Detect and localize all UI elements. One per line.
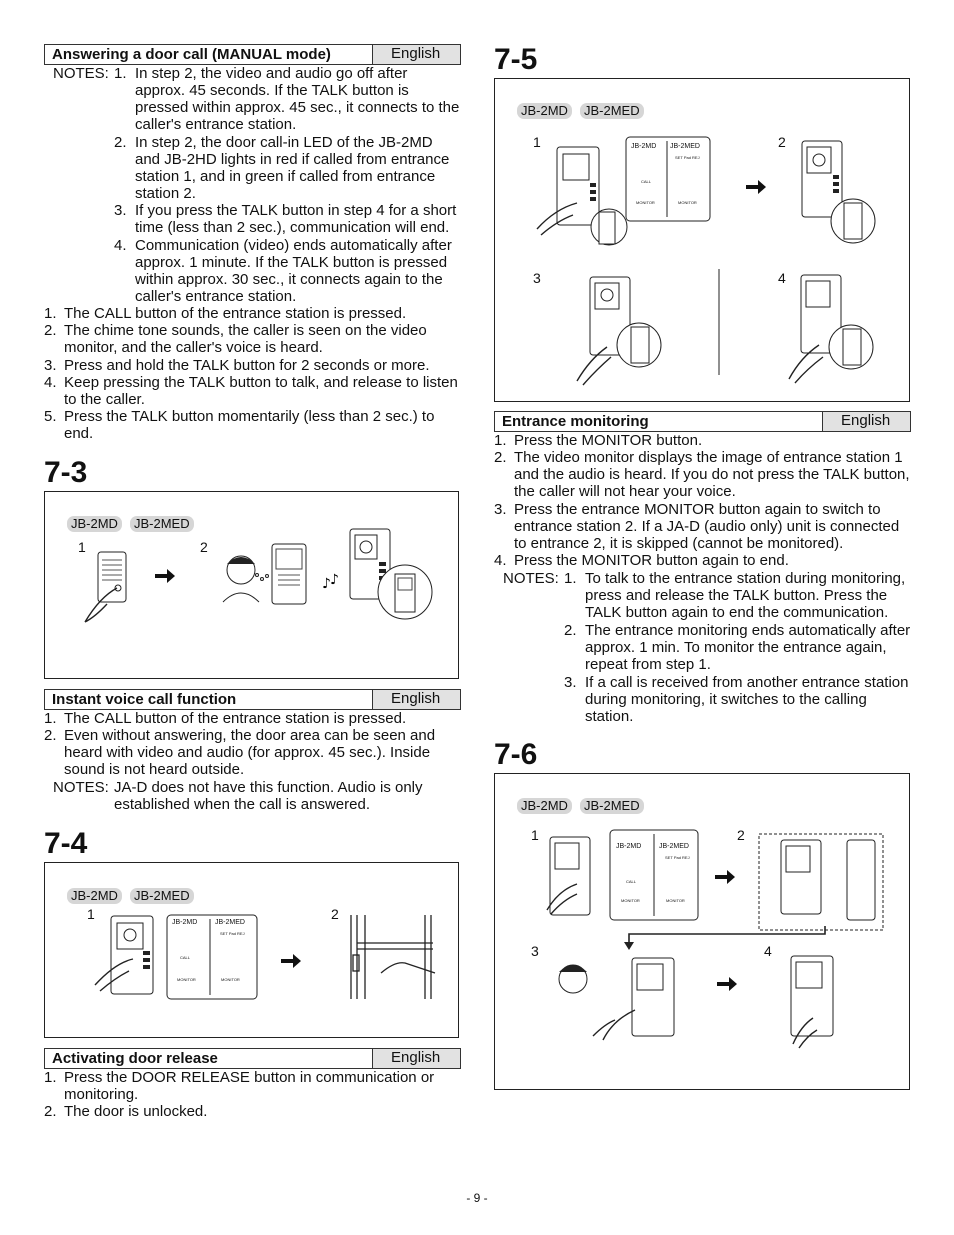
notes-label: NOTES: (503, 570, 559, 587)
panel-label: JB-2MED (215, 919, 245, 926)
panel-leds-label: SET Pad REJ (675, 155, 700, 160)
manual-mode-language: English (372, 45, 460, 64)
door-release-illustration (45, 863, 460, 1039)
note-text: If you press the TALK button in step 4 for a short time (less than 2 sec.), communication will end. (135, 202, 457, 236)
step-label: 2 (200, 539, 208, 555)
entrance-monitoring-illustration (495, 79, 911, 403)
step-text: The chime tone sounds, the caller is seen on the video monitor, and the caller's voice is heard. (64, 322, 427, 356)
instant-voice-title: Instant voice call function (52, 691, 237, 708)
step-label: 2 (737, 827, 745, 843)
step-label: 1 (78, 539, 86, 555)
model-tag: JB-2MD (517, 798, 572, 814)
section-heading-7-4: 7-4 (44, 827, 88, 860)
note-text: In step 2, the door call-in LED of the JB-2MD and JB-2HD lights in red if called from entrance station 1, and in green if called from entrance station 2. (135, 134, 450, 202)
step-text: Press the MONITOR button. (514, 432, 703, 449)
step-number: 5. (44, 408, 57, 425)
section-heading-7-6: 7-6 (494, 738, 538, 771)
panel-label: JB-2MED (670, 143, 700, 150)
model-tag: JB-2MD (67, 888, 122, 904)
entrance-monitoring-language: English (822, 412, 910, 431)
note-number: 2. (114, 134, 127, 151)
note-text: The entrance monitoring ends automatically after approx. 1 min. To monitor the entrance again, repeat from step 1. (585, 622, 911, 673)
panel-leds-label: SET Pad REJ (665, 855, 690, 860)
call-button-label: CALL (626, 879, 637, 884)
step-text: Press the entrance MONITOR button again to switch to entrance station 2. If a JA-D (audio only) unit is connected to entrance 2, it is skipped (cannot be monitored). (514, 501, 900, 552)
instant-voice-language: English (372, 690, 460, 709)
panel-label: JB-2MED (659, 843, 689, 850)
step-label: 3 (533, 270, 541, 286)
entrance-monitoring-title: Entrance monitoring (502, 413, 649, 430)
door-call-forwarding-illustration (495, 774, 911, 1091)
step-label: 4 (778, 270, 786, 286)
step-text: The video monitor displays the image of entrance station 1 and the audio is heard. If you do not press the TALK button, the caller will not hear your voice. (514, 449, 910, 500)
step-text: The CALL button of the entrance station is pressed. (64, 710, 407, 727)
figure-7-4 (44, 862, 459, 1038)
note-number: 3. (564, 674, 577, 691)
step-number: 4. (44, 374, 57, 391)
section-heading-7-5: 7-5 (494, 43, 538, 76)
step-number: 2. (44, 1103, 57, 1120)
manual-mode-header (44, 44, 461, 65)
note-text: Communication (video) ends automatically after approx. 1 minute. If the TALK button is pressed within approx. 30 sec., it connects again to the caller's entrance station. (135, 237, 452, 305)
manual-mode-title: Answering a door call (MANUAL mode) (52, 46, 331, 63)
note-text: In step 2, the video and audio go off after approx. 45 seconds. If the TALK button is pressed within approx. 45 sec., it connects to the caller's entrance station. (135, 65, 460, 133)
note-text: To talk to the entrance station during monitoring, press and release the TALK button. Press the TALK button again to end the communication. (585, 570, 906, 621)
entrance-monitoring-header (494, 411, 911, 432)
step-text: Even without answering, the door area can be seen and heard with video and audio (for approx. 45 sec.). Inside sound is not heard outside. (64, 727, 436, 778)
note-number: 1. (114, 65, 127, 82)
figure-7-3 (44, 491, 459, 679)
manual-notes (44, 65, 462, 305)
monitor-button-label: MONITOR (221, 977, 240, 982)
step-text: The CALL button of the entrance station is pressed. (64, 305, 407, 322)
step-label: 2 (778, 134, 786, 150)
step-number: 1. (44, 710, 57, 727)
monitor-button-label: MONITOR (666, 898, 685, 903)
call-button-label: CALL (180, 955, 191, 960)
panel-label: JB-2MD (172, 919, 198, 926)
step-text: Press the DOOR RELEASE button in communication or monitoring. (64, 1069, 435, 1103)
door-station-illustration (45, 492, 460, 680)
model-tag: JB-2MD (517, 103, 572, 119)
monitor-button-label: MONITOR (678, 200, 697, 205)
note-text: If a call is received from another entrance station during monitoring, it switches to the calling station. (585, 674, 909, 725)
step-text: Press the TALK button momentarily (less than 2 sec.) to end. (64, 408, 435, 442)
model-tag: JB-2MED (580, 103, 644, 119)
step-text: The door is unlocked. (64, 1103, 208, 1120)
monitor-button-label: MONITOR (177, 977, 196, 982)
instant-voice-header (44, 689, 461, 710)
model-tag: JB-2MD (67, 516, 122, 532)
call-button-label: CALL (641, 179, 652, 184)
step-label: 1 (87, 906, 95, 922)
svg-text:♪: ♪ (322, 576, 331, 592)
step-text: Press the MONITOR button again to end. (514, 552, 789, 569)
figure-7-6 (494, 773, 910, 1090)
step-number: 1. (44, 305, 57, 322)
panel-leds-label: SET Pad REJ (220, 931, 245, 936)
step-number: 2. (44, 322, 57, 339)
door-release-language: English (372, 1049, 460, 1068)
panel-label: JB-2MD (616, 843, 642, 850)
monitor-button-label: MONITOR (621, 898, 640, 903)
step-number: 3. (44, 357, 57, 374)
door-release-header (44, 1048, 461, 1069)
note-number: 2. (564, 622, 577, 639)
door-release-title: Activating door release (52, 1050, 218, 1067)
note-number: 1. (564, 570, 577, 587)
step-label: 1 (533, 134, 541, 150)
step-number: 2. (494, 449, 507, 466)
model-tag: JB-2MED (580, 798, 644, 814)
step-number: 1. (494, 432, 507, 449)
panel-label: JB-2MD (631, 143, 657, 150)
notes-label: NOTES: (53, 65, 109, 82)
step-number: 1. (44, 1069, 57, 1086)
model-tag: JB-2MED (130, 516, 194, 532)
model-tag: JB-2MED (130, 888, 194, 904)
step-number: 3. (494, 501, 507, 518)
monitor-button-label: MONITOR (636, 200, 655, 205)
svg-text:♪: ♪ (330, 572, 339, 588)
note-number: 4. (114, 237, 127, 254)
step-number: 4. (494, 552, 507, 569)
step-text: Press and hold the TALK button for 2 seconds or more. (64, 357, 430, 374)
page-number: - 9 - (466, 1191, 488, 1205)
notes-label: NOTES: (53, 779, 109, 796)
step-text: Keep pressing the TALK button to talk, and release to listen to the caller. (64, 374, 458, 408)
step-label: 2 (331, 906, 339, 922)
note-text: JA-D does not have this function. Audio is only established when the call is answered. (114, 779, 423, 813)
step-number: 2. (44, 727, 57, 744)
step-label: 1 (531, 827, 539, 843)
section-heading-7-3: 7-3 (44, 456, 88, 489)
step-label: 3 (531, 943, 539, 959)
step-label: 4 (764, 943, 772, 959)
figure-7-5 (494, 78, 910, 402)
note-number: 3. (114, 202, 127, 219)
